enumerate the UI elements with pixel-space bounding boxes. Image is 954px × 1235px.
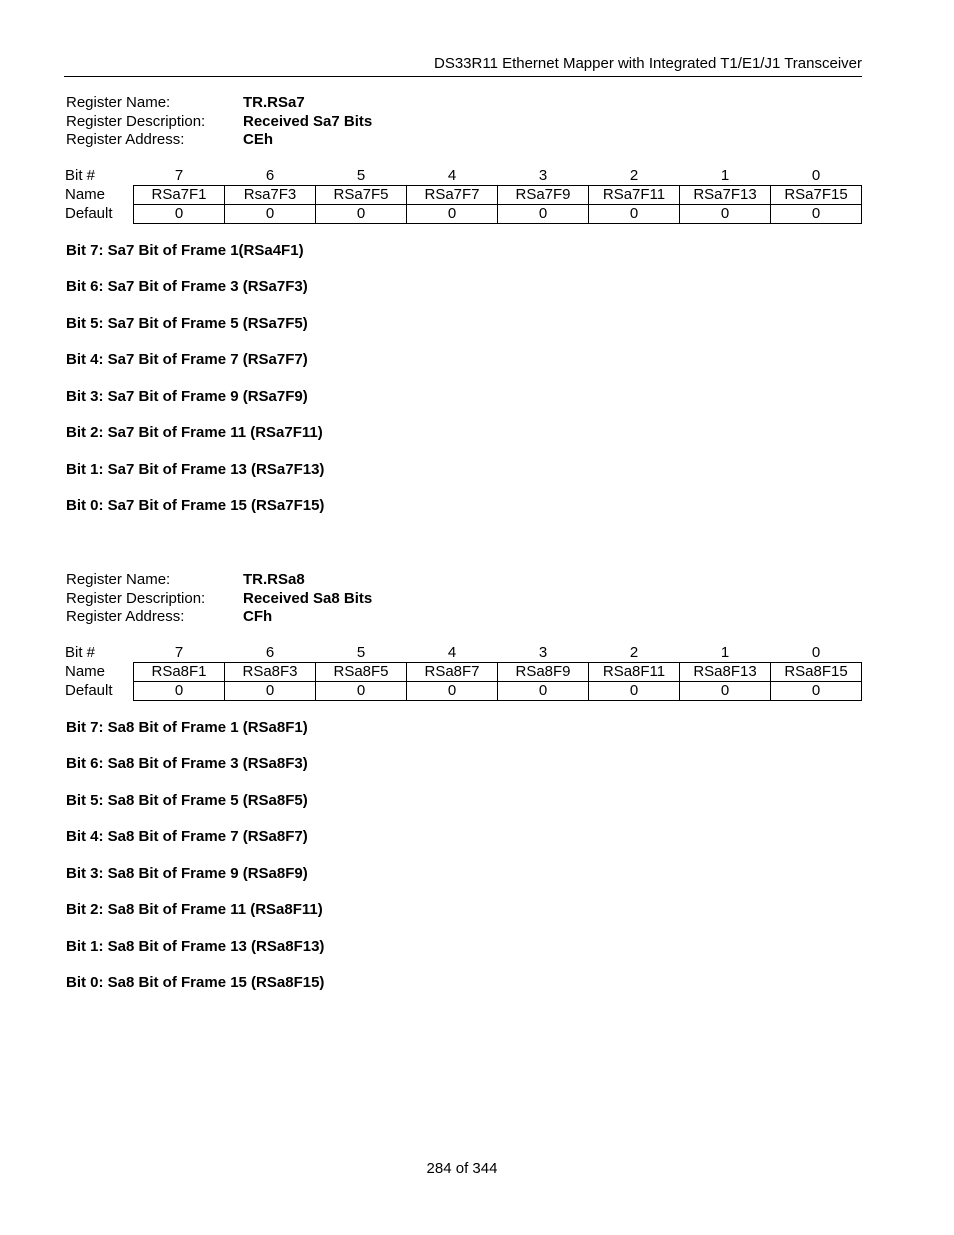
bit-name-cell: RSa7F5 (316, 185, 407, 204)
bit-default-cell: 0 (498, 204, 589, 223)
bit-number-cell: 7 (174, 644, 184, 661)
bit-default-cell: 0 (225, 204, 316, 223)
bit-description: Bit 4: Sa8 Bit of Frame 7 (RSa8F7) (66, 828, 308, 845)
register-description-row (66, 113, 862, 132)
register-name-value: TR.RSa8 (243, 571, 305, 588)
bit-default-cell: 0 (589, 204, 680, 223)
bit-description: Bit 2: Sa8 Bit of Frame 11 (RSa8F11) (66, 901, 323, 918)
bit-description: Bit 7: Sa8 Bit of Frame 1 (RSa8F1) (66, 718, 308, 736)
bit-number-cell: 0 (811, 167, 821, 184)
bit-default-cell: 0 (498, 681, 589, 700)
bit-name-row (65, 185, 862, 204)
bit-number-row (65, 167, 862, 186)
bit-name-row (65, 662, 862, 681)
bit-description: Bit 5: Sa8 Bit of Frame 5 (RSa8F5) (66, 791, 308, 809)
bit-name-cell: Rsa7F3 (225, 185, 316, 204)
bit-number-cell: 5 (356, 644, 366, 661)
bit-number-cell: 6 (265, 167, 275, 184)
bit-description: Bit 1: Sa7 Bit of Frame 13 (RSa7F13) (66, 460, 325, 478)
bit-number-cell: 3 (538, 644, 548, 661)
bit-number-label: Bit # (65, 644, 96, 662)
register-address-row (66, 608, 862, 627)
register-address-value: CFh (243, 608, 273, 625)
bit-name-cell: RSa7F9 (498, 185, 589, 204)
bit-name-cell: RSa7F15 (771, 185, 862, 204)
register-address-label: Register Address: (66, 608, 185, 625)
bit-number-cell: 5 (356, 167, 366, 184)
register-section-rsa8 (66, 571, 862, 1011)
register-name-label: Register Name: (66, 94, 171, 111)
bit-default-cell: 0 (771, 681, 862, 700)
register-description-label: Register Description: (66, 112, 206, 130)
bit-name-cell: RSa7F1 (134, 185, 225, 204)
bit-name-cell: RSa7F13 (680, 185, 771, 204)
bit-number-cell: 3 (538, 167, 548, 184)
bit-default-cell: 0 (680, 681, 771, 700)
bit-name-cell: RSa8F11 (589, 662, 680, 681)
bit-description-list (66, 242, 862, 534)
bit-name-cell: RSa8F1 (134, 662, 225, 681)
register-name-value: TR.RSa7 (243, 94, 305, 111)
bit-default-row (65, 204, 862, 223)
bit-description: Bit 2: Sa7 Bit of Frame 11 (RSa7F11) (66, 424, 323, 441)
bit-number-cell: 2 (629, 644, 639, 661)
bit-name-cell: RSa8F3 (225, 662, 316, 681)
bit-default-row (65, 681, 862, 700)
bit-number-cell: 6 (265, 644, 275, 661)
register-info (66, 94, 862, 150)
register-name-label: Register Name: (66, 571, 171, 588)
register-description-value: Received Sa7 Bits (243, 112, 373, 130)
bit-number-label: Bit # (65, 167, 96, 185)
bit-name-cell: RSa8F5 (316, 662, 407, 681)
page-number: 284 of 344 (426, 1160, 498, 1177)
bit-number-cell: 4 (447, 644, 457, 661)
bit-default-label: Default (65, 205, 113, 222)
bit-name-label: Name (65, 663, 106, 680)
document-header: DS33R11 Ethernet Mapper with Integrated T1/E1/J1 Transceiver (64, 55, 862, 77)
bit-number-cell: 2 (629, 167, 639, 184)
bit-number-cell: 4 (447, 167, 457, 184)
bit-name-label: Name (65, 186, 106, 203)
bit-default-cell: 0 (680, 204, 771, 223)
bit-name-cell: RSa7F7 (407, 185, 498, 204)
bit-default-cell: 0 (771, 204, 862, 223)
register-section-rsa7 (66, 94, 862, 534)
bit-number-cell: 1 (720, 167, 730, 184)
bit-number-cell: 7 (174, 167, 184, 184)
bit-default-cell: 0 (134, 204, 225, 223)
bit-number-cell: 1 (720, 644, 730, 661)
bit-name-cell: RSa8F9 (498, 662, 589, 681)
bit-default-cell: 0 (589, 681, 680, 700)
bit-default-cell: 0 (316, 204, 407, 223)
bit-description: Bit 1: Sa8 Bit of Frame 13 (RSa8F13) (66, 937, 325, 955)
bit-name-cell: RSa8F15 (771, 662, 862, 681)
bit-default-cell: 0 (316, 681, 407, 700)
bit-number-row (65, 644, 862, 663)
bit-description: Bit 5: Sa7 Bit of Frame 5 (RSa7F5) (66, 314, 308, 332)
bit-description: Bit 3: Sa7 Bit of Frame 9 (RSa7F9) (66, 387, 308, 405)
register-description-row (66, 590, 862, 609)
register-name-row (66, 94, 862, 113)
bit-description: Bit 0: Sa7 Bit of Frame 15 (RSa7F15) (66, 497, 325, 514)
bit-name-cell: RSa7F11 (589, 185, 680, 204)
bit-default-cell: 0 (407, 681, 498, 700)
bit-description: Bit 6: Sa8 Bit of Frame 3 (RSa8F3) (66, 755, 308, 772)
bit-default-cell: 0 (407, 204, 498, 223)
bit-default-cell: 0 (134, 681, 225, 700)
bit-table (65, 644, 862, 701)
bit-description: Bit 4: Sa7 Bit of Frame 7 (RSa7F7) (66, 351, 308, 368)
bit-name-cell: RSa8F7 (407, 662, 498, 681)
bit-default-cell: 0 (225, 681, 316, 700)
bit-table (65, 167, 862, 224)
register-address-label: Register Address: (66, 131, 185, 148)
register-address-value: CEh (243, 131, 273, 148)
bit-description: Bit 3: Sa8 Bit of Frame 9 (RSa8F9) (66, 864, 308, 882)
bit-name-cell: RSa8F13 (680, 662, 771, 681)
bit-description: Bit 6: Sa7 Bit of Frame 3 (RSa7F3) (66, 278, 308, 295)
bit-description: Bit 7: Sa7 Bit of Frame 1(RSa4F1) (66, 241, 304, 259)
bit-number-cell: 0 (811, 644, 821, 661)
register-name-row (66, 571, 862, 590)
register-description-value: Received Sa8 Bits (243, 589, 373, 607)
register-info (66, 571, 862, 627)
bit-description-list (66, 719, 862, 1011)
register-address-row (66, 131, 862, 150)
bit-default-label: Default (65, 682, 113, 699)
bit-description: Bit 0: Sa8 Bit of Frame 15 (RSa8F15) (66, 974, 325, 991)
register-description-label: Register Description: (66, 589, 206, 607)
